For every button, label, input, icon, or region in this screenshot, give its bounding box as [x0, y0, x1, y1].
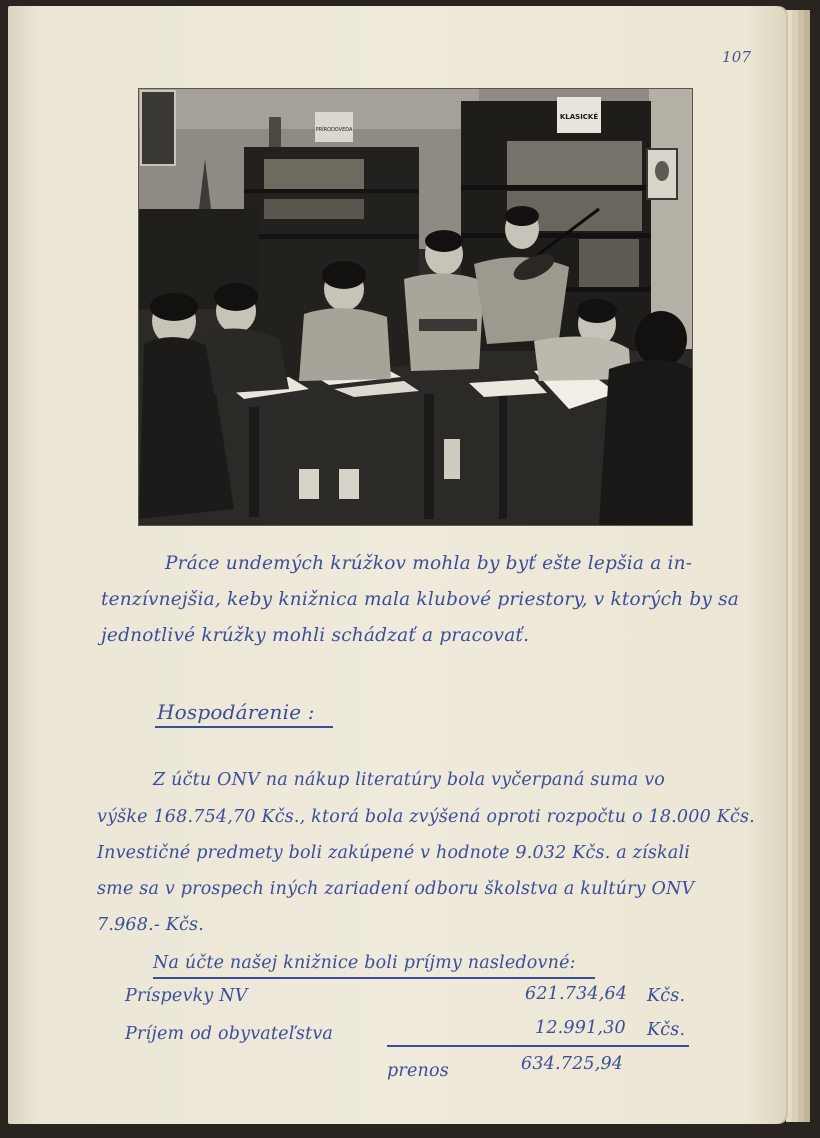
sum-rule	[387, 1045, 689, 1047]
income-currency: Kčs.	[647, 986, 686, 1006]
paragraph1-line3: jednotlivé krúžky mohli schádzať a pracovať.	[101, 625, 530, 646]
income-heading: Na účte našej knižnice boli príjmy nasledovné:	[153, 953, 576, 973]
heading-underline	[155, 726, 333, 728]
carry-amount: 634.725,94	[521, 1054, 624, 1074]
paragraph2-line4: sme sa v prospech iných zariadení odboru školstva a kultúry ONV	[97, 879, 695, 899]
paragraph1-line2: tenzívnejšia, keby knižnica mala klubové priestory, v ktorých by sa	[101, 589, 740, 610]
income-amount: 12.991,30	[535, 1018, 626, 1038]
wall-picture	[141, 91, 175, 165]
income-currency: Kčs.	[647, 1020, 686, 1040]
income-heading-underline	[153, 977, 595, 979]
page-number: 107	[722, 48, 752, 66]
paragraph1-line1: Práce undemých krúžkov mohla by byť ešte lepšia a in-	[165, 553, 693, 574]
income-label: Príspevky NV	[125, 986, 248, 1006]
section-heading: Hospodárenie :	[157, 700, 315, 724]
income-amount: 621.734,64	[525, 984, 628, 1004]
svg-text:PRÍRODOVEDA: PRÍRODOVEDA	[315, 127, 353, 133]
carry-label: prenos	[387, 1061, 449, 1081]
paragraph2-line3: Investičné predmety boli zakúpené v hodnote 9.032 Kčs. a získali	[97, 843, 691, 863]
income-label: Príjem od obyvateľstva	[125, 1024, 334, 1044]
paragraph2-line5: 7.968.- Kčs.	[97, 915, 204, 935]
page-edge	[804, 10, 810, 1122]
paragraph2-line1: Z účtu ONV na nákup literatúry bola vyčerpaná suma vo	[153, 770, 666, 790]
paragraph2-line2: výške 168.754,70 Kčs., ktorá bola zvýšená oproti rozpočtu o 18.000 Kčs.	[97, 807, 755, 827]
svg-text:KLASICKÉ: KLASICKÉ	[559, 113, 599, 121]
library-photo	[139, 89, 692, 525]
photo-drawing	[139, 89, 692, 525]
